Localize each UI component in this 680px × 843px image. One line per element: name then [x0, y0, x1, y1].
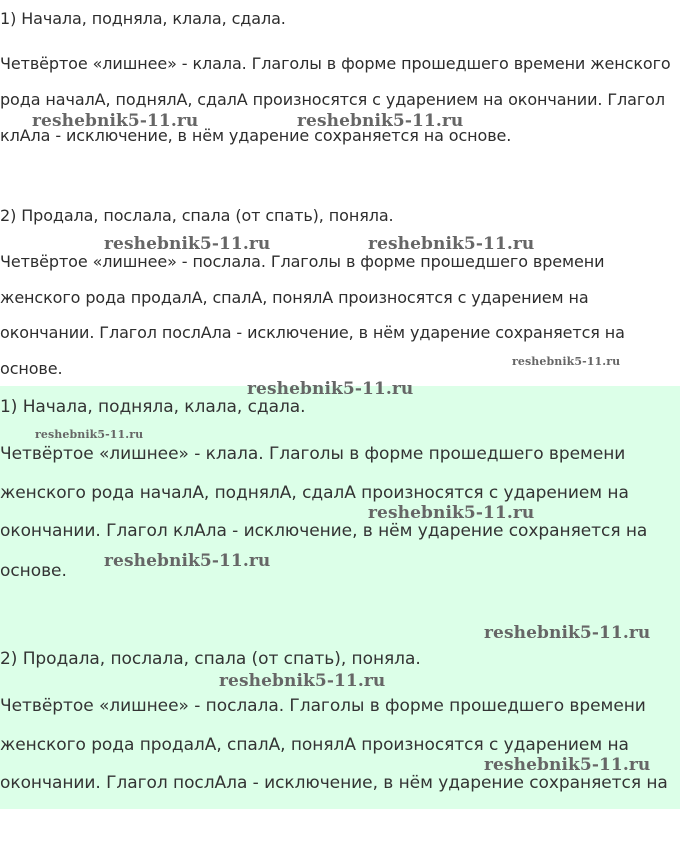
- watermark: reshebnik5-11.ru: [35, 428, 144, 441]
- paragraph-line: 2) Продала, послала, спала (от спать), поняла.: [0, 206, 394, 225]
- paragraph-line: Четвёртое «лишнее» - клала. Глаголы в форме прошедшего времени: [0, 444, 626, 464]
- watermark: reshebnik5-11.ru: [368, 503, 535, 523]
- paragraph-line: 1) Начала, подняла, клала, сдала.: [0, 397, 306, 417]
- answer-block-plain: [0, 0, 680, 386]
- paragraph-line: основе.: [0, 359, 63, 378]
- paragraph-line: рода началА, поднялА, сдалА произносятся с ударением на окончании. Глагол: [0, 90, 665, 109]
- watermark: reshebnik5-11.ru: [219, 671, 386, 691]
- paragraph-line: Четвёртое «лишнее» - клала. Глаголы в форме прошедшего времени женского: [0, 54, 671, 73]
- paragraph-line: Четвёртое «лишнее» - послала. Глаголы в форме прошедшего времени: [0, 252, 605, 271]
- watermark: reshebnik5-11.ru: [512, 355, 621, 368]
- paragraph-line: женского рода началА, поднялА, сдалА произносятся с ударением на: [0, 483, 629, 503]
- paragraph-line: 2) Продала, послала, спала (от спать), поняла.: [0, 649, 421, 669]
- paragraph-line: женского рода продалА, спалА, понялА произносятся с ударением на: [0, 735, 629, 755]
- paragraph-line: окончании. Глагол послАла - исключение, в нём ударение сохраняется на: [0, 773, 668, 793]
- paragraph-line: женского рода продалА, спалА, понялА произносятся с ударением на: [0, 288, 589, 307]
- paragraph-line: окончании. Глагол послАла - исключение, в нём ударение сохраняется на: [0, 323, 625, 342]
- watermark: reshebnik5-11.ru: [104, 551, 271, 571]
- watermark: reshebnik5-11.ru: [484, 623, 651, 643]
- watermark: reshebnik5-11.ru: [247, 379, 414, 399]
- watermark: reshebnik5-11.ru: [297, 111, 464, 131]
- paragraph-line: основе.: [0, 561, 67, 581]
- watermark: reshebnik5-11.ru: [368, 234, 535, 254]
- paragraph-line: окончании. Глагол клАла - исключение, в нём ударение сохраняется на: [0, 521, 648, 541]
- answer-block-highlighted: [0, 386, 680, 809]
- watermark: reshebnik5-11.ru: [104, 234, 271, 254]
- paragraph-line: клАла - исключение, в нём ударение сохраняется на основе.: [0, 126, 512, 145]
- paragraph-line: Четвёртое «лишнее» - послала. Глаголы в форме прошедшего времени: [0, 696, 646, 716]
- watermark: reshebnik5-11.ru: [484, 755, 651, 775]
- paragraph-line: 1) Начала, подняла, клала, сдала.: [0, 9, 286, 28]
- watermark: reshebnik5-11.ru: [32, 111, 199, 131]
